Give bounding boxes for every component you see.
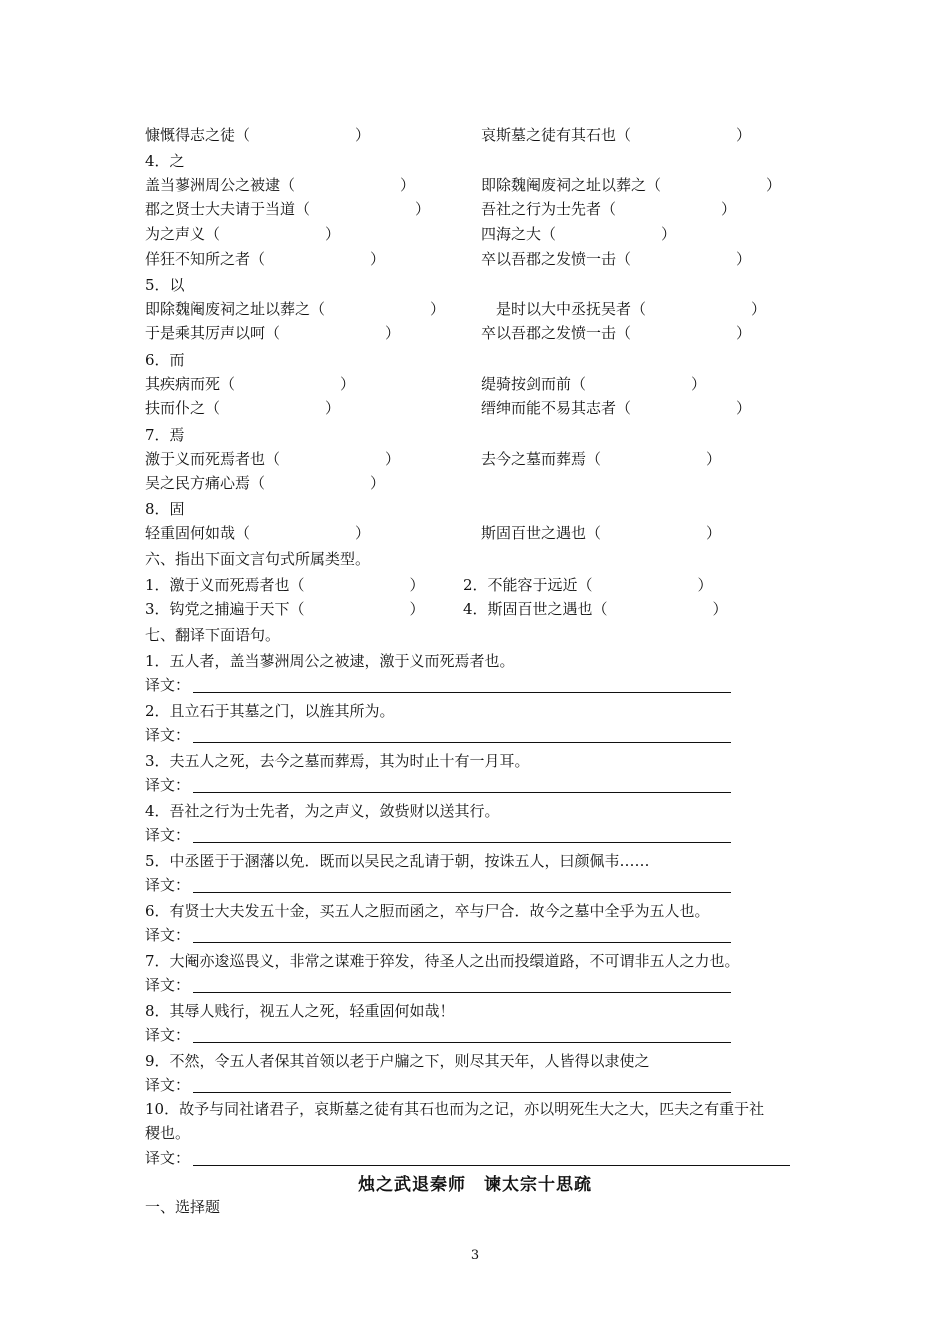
exercise-item-left: 8．固: [145, 500, 185, 518]
translation-label: 译文：: [145, 826, 191, 844]
translation-question: 2．且立石于其墓之门，以旌其所为。: [145, 702, 395, 720]
translation-label: 译文：: [145, 1026, 191, 1044]
exercise-item-right: 即除魏阉废祠之址以葬之（ ）: [481, 176, 782, 194]
translation-question: 3．夫五人之死，去今之墓而葬焉，其为时止十有一月耳。: [145, 752, 530, 770]
exercise-item-right: 卒以吾郡之发愤一击（ ）: [481, 250, 752, 268]
answer-line[interactable]: [193, 842, 731, 843]
exercise-item-right: 去今之墓而葬焉（ ）: [481, 450, 722, 468]
translation-answer: [145, 1024, 190, 1046]
exercise-item-left: 为之声义（ ）: [145, 225, 341, 243]
answer-line[interactable]: [193, 942, 731, 943]
exercise-item-right: 四海之大（ ）: [481, 225, 677, 243]
translation-answer: [145, 974, 190, 996]
exercise-item-right: 缇骑按剑而前（ ）: [481, 375, 707, 393]
section6-heading: 六、指出下面文言句式所属类型。: [145, 550, 371, 568]
translation-question: 6．有贤士大夫发五十金，买五人之脰而函之，卒与尸合．故今之墓中全乎为五人也。: [145, 902, 710, 920]
exercise-item-right: 卒以吾郡之发愤一击（ ）: [481, 324, 752, 342]
exercise-item-left: 激于义而死焉者也（ ）: [145, 450, 401, 468]
translation-answer: [145, 674, 190, 696]
exercise-item-left: 其疾病而死（ ）: [145, 375, 356, 393]
exercise-item-right: 斯固百世之遇也（ ）: [481, 524, 722, 542]
answer-line[interactable]: [193, 1042, 731, 1043]
section6-item-2: 2．不能容于远近（ ）: [463, 576, 713, 594]
exercise-item-right: 吾社之行为士先者（ ）: [481, 200, 737, 218]
translation-label: 译文：: [145, 776, 191, 794]
answer-line[interactable]: [193, 1165, 790, 1166]
section6-item-4: 4．斯固百世之遇也（ ）: [463, 600, 728, 618]
exercise-item-right: 缙绅而能不易其志者（ ）: [481, 399, 752, 417]
answer-line[interactable]: [193, 1092, 731, 1093]
exercise-item-right: 是时以大中丞抚吴者（ ）: [481, 300, 767, 318]
translation-label: 译文：: [145, 1076, 191, 1094]
answer-line[interactable]: [193, 742, 731, 743]
translation-answer: [145, 1074, 190, 1096]
exercise-item-left: 慷慨得志之徒（ ）: [145, 126, 371, 144]
exercise-item-left: 扶而仆之（ ）: [145, 399, 341, 417]
translation-question: 5．中丞匿于于溷藩以免．既而以吴民之乱请于朝，按诛五人，曰颜佩韦……: [145, 852, 650, 870]
exercise-item-left: 吴之民方痛心焉（ ）: [145, 474, 386, 492]
translation-label: 译文：: [145, 976, 191, 994]
exercise-item-left: 即除魏阉废祠之址以葬之（ ）: [145, 300, 446, 318]
answer-line[interactable]: [193, 992, 731, 993]
translation-question: 4．吾社之行为士先者，为之声义，敛赀财以送其行。: [145, 802, 500, 820]
exercise-item-left: 6．而: [145, 351, 185, 369]
exercise-item-left: 佯狂不知所之者（ ）: [145, 250, 386, 268]
section7-item-10-line1: 10．故予与同社诸君子，哀斯墓之徒有其石也而为之记，亦以明死生大之大，匹夫之有重于社: [145, 1100, 765, 1118]
exercise-item-left: 7．焉: [145, 426, 185, 444]
page-number: 3: [470, 1248, 480, 1263]
section6-item-3: 3．钩党之捕遍于天下（ ）: [145, 600, 425, 618]
translation-answer: [145, 874, 190, 896]
exercise-item-left: 郡之贤士大夫请于当道（ ）: [145, 200, 431, 218]
translation-answer: [145, 924, 190, 946]
translation-question: 9．不然，令五人者保其首领以老于户牖之下，则尽其天年，人皆得以隶使之: [145, 1052, 650, 1070]
translation-label: 译文：: [145, 876, 191, 894]
exercise-item-left: 于是乘其厉声以呵（ ）: [145, 324, 401, 342]
translation-answer-10: [145, 1147, 190, 1169]
translation-label: 译文：: [145, 676, 191, 694]
translation-label: 译文：: [145, 1149, 191, 1167]
translation-label: 译文：: [145, 926, 191, 944]
translation-question: 8．其辱人贱行，视五人之死，轻重固何如哉！: [145, 1002, 455, 1020]
exercise-item-right: 哀斯墓之徒有其石也（ ）: [481, 126, 752, 144]
exercise-item-left: 4．之: [145, 152, 185, 170]
translation-answer: [145, 724, 190, 746]
next-lesson-title: 烛之武退秦师 谏太宗十思疏: [358, 1175, 592, 1195]
section7-item-10-line2: 稷也。: [145, 1124, 191, 1142]
translation-label: 译文：: [145, 726, 191, 744]
answer-line[interactable]: [193, 792, 731, 793]
exercise-item-left: 轻重固何如哉（ ）: [145, 524, 371, 542]
translation-answer: [145, 774, 190, 796]
translation-answer: [145, 824, 190, 846]
translation-question: 7．大阉亦逡巡畏义，非常之谋难于猝发，待圣人之出而投缳道路，不可谓非五人之力也。: [145, 952, 740, 970]
answer-line[interactable]: [193, 892, 731, 893]
translation-question: 1．五人者，盖当蓼洲周公之被逮，激于义而死焉者也。: [145, 652, 515, 670]
answer-line[interactable]: [193, 692, 731, 693]
exercise-item-left: 盖当蓼洲周公之被逮（ ）: [145, 176, 416, 194]
section6-item-1: 1．激于义而死焉者也（ ）: [145, 576, 425, 594]
next-section-heading: 一、选择题: [145, 1198, 221, 1216]
section7-heading: 七、翻译下面语句。: [145, 626, 281, 644]
exercise-item-left: 5．以: [145, 276, 185, 294]
